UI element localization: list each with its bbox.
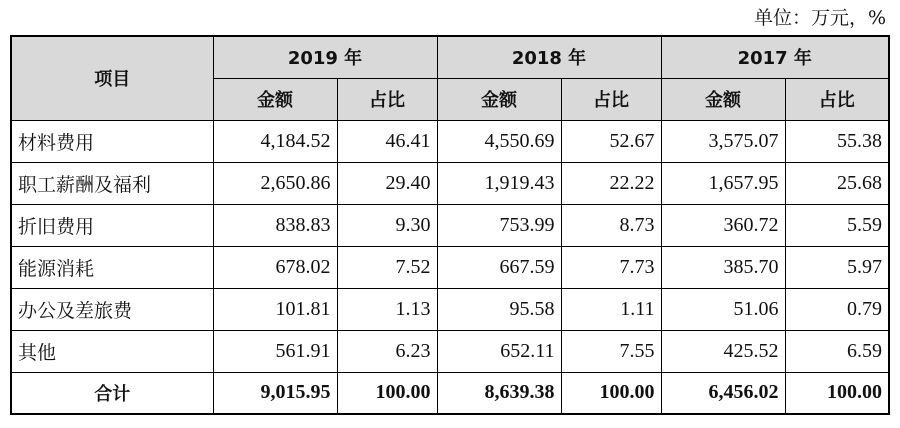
ratio-cell: 52.67 [561, 120, 661, 162]
amount-cell: 561.91 [213, 330, 337, 372]
ratio-cell: 55.38 [785, 120, 889, 162]
ratio-cell: 5.59 [785, 204, 889, 246]
amount-cell: 667.59 [437, 246, 561, 288]
amount-cell: 1,657.95 [661, 162, 785, 204]
ratio-cell: 8.73 [561, 204, 661, 246]
amount-cell: 1,919.43 [437, 162, 561, 204]
amount-cell: 4,550.69 [437, 120, 561, 162]
row-label: 能源消耗 [11, 246, 213, 288]
table-row [11, 204, 889, 246]
row-label: 材料费用 [11, 120, 213, 162]
ratio-cell: 6.59 [785, 330, 889, 372]
header-ratio: 占比 [561, 78, 661, 120]
table-header [11, 36, 889, 120]
ratio-cell: 7.55 [561, 330, 661, 372]
unit-note: 单位：万元，% [753, 7, 886, 29]
header-amount: 金额 [213, 78, 337, 120]
amount-cell: 51.06 [661, 288, 785, 330]
row-label: 职工薪酬及福利 [11, 162, 213, 204]
ratio-cell: 29.40 [337, 162, 437, 204]
row-label: 办公及差旅费 [11, 288, 213, 330]
amount-cell: 753.99 [437, 204, 561, 246]
table-row [11, 288, 889, 330]
amount-cell: 425.52 [661, 330, 785, 372]
header-amount: 金额 [661, 78, 785, 120]
ratio-cell: 7.73 [561, 246, 661, 288]
amount-cell: 8,639.38 [437, 372, 561, 414]
row-label: 折旧费用 [11, 204, 213, 246]
header-year-2019: 2019 年 [213, 36, 437, 78]
table-row [11, 120, 889, 162]
amount-cell: 95.58 [437, 288, 561, 330]
table-body [11, 120, 889, 414]
ratio-cell: 1.11 [561, 288, 661, 330]
amount-cell: 4,184.52 [213, 120, 337, 162]
amount-cell: 3,575.07 [661, 120, 785, 162]
amount-cell: 9,015.95 [213, 372, 337, 414]
cost-table [10, 35, 890, 415]
table-row [11, 162, 889, 204]
ratio-cell: 5.97 [785, 246, 889, 288]
header-amount: 金额 [437, 78, 561, 120]
amount-cell: 652.11 [437, 330, 561, 372]
amount-cell: 2,650.86 [213, 162, 337, 204]
amount-cell: 101.81 [213, 288, 337, 330]
ratio-cell: 25.68 [785, 162, 889, 204]
amount-cell: 360.72 [661, 204, 785, 246]
ratio-cell: 7.52 [337, 246, 437, 288]
ratio-cell: 0.79 [785, 288, 889, 330]
ratio-cell: 46.41 [337, 120, 437, 162]
total-label: 合计 [11, 372, 213, 414]
ratio-cell: 100.00 [785, 372, 889, 414]
ratio-cell: 6.23 [337, 330, 437, 372]
header-year-2017: 2017 年 [661, 36, 889, 78]
amount-cell: 385.70 [661, 246, 785, 288]
table-row [11, 330, 889, 372]
header-ratio: 占比 [785, 78, 889, 120]
table-total-row [11, 372, 889, 414]
header-item: 项目 [11, 36, 213, 120]
header-ratio: 占比 [337, 78, 437, 120]
ratio-cell: 1.13 [337, 288, 437, 330]
ratio-cell: 22.22 [561, 162, 661, 204]
header-year-2018: 2018 年 [437, 36, 661, 78]
amount-cell: 838.83 [213, 204, 337, 246]
table-row [11, 246, 889, 288]
amount-cell: 6,456.02 [661, 372, 785, 414]
row-label: 其他 [11, 330, 213, 372]
amount-cell: 678.02 [213, 246, 337, 288]
ratio-cell: 100.00 [337, 372, 437, 414]
ratio-cell: 9.30 [337, 204, 437, 246]
ratio-cell: 100.00 [561, 372, 661, 414]
